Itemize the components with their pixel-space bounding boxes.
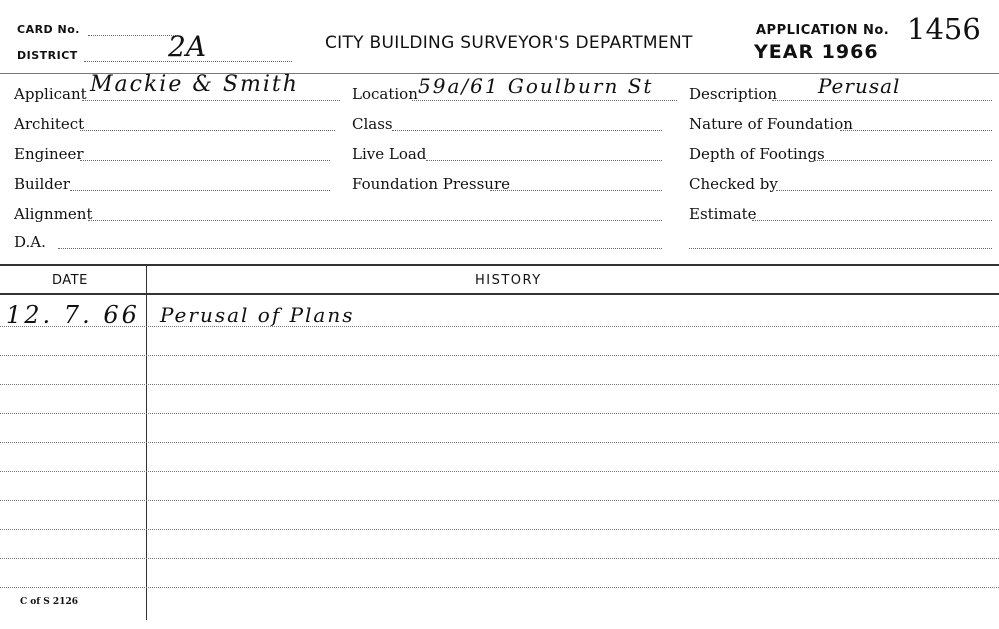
- class-line: [392, 130, 662, 131]
- history-header-rule: [0, 293, 999, 295]
- engineer-label: Engineer: [14, 145, 84, 163]
- ruled-line: [0, 529, 999, 530]
- estimate-label: Estimate: [689, 205, 757, 223]
- applicant-label: Applicant: [14, 85, 87, 103]
- card-no-line: [88, 35, 178, 36]
- applicant-value: Mackie & Smith: [90, 72, 299, 97]
- description-value: Perusal: [818, 74, 901, 98]
- application-number: 1456: [907, 12, 981, 46]
- ruled-line: [0, 442, 999, 443]
- da-line: [58, 248, 662, 249]
- depth-of-footings-line: [814, 160, 992, 161]
- applicant-line: [82, 100, 340, 101]
- card-no-label: CARD No.: [17, 23, 80, 36]
- district-label: DISTRICT: [17, 49, 78, 62]
- ruled-line: [0, 355, 999, 356]
- alignment-label: Alignment: [14, 205, 93, 223]
- checked-by-label: Checked by: [689, 175, 778, 193]
- department-title: CITY BUILDING SURVEYOR'S DEPARTMENT: [325, 33, 693, 53]
- alignment-line: [88, 220, 662, 221]
- ruled-line: [0, 558, 999, 559]
- date-column-header: DATE: [52, 273, 88, 288]
- engineer-line: [80, 160, 330, 161]
- depth-of-footings-label: Depth of Footings: [689, 145, 825, 163]
- checked-by-line: [776, 190, 992, 191]
- estimate-line: [752, 220, 992, 221]
- history-date: 12. 7. 66: [6, 301, 140, 329]
- application-label: APPLICATION No.: [756, 23, 890, 38]
- class-label: Class: [352, 115, 393, 133]
- architect-line: [80, 130, 335, 131]
- form-code: C of S 2126: [20, 597, 78, 607]
- foundation-pressure-label: Foundation Pressure: [352, 175, 511, 193]
- live-load-line: [426, 160, 662, 161]
- year-label: YEAR 1966: [754, 41, 879, 63]
- builder-label: Builder: [14, 175, 70, 193]
- da-right-line: [689, 248, 992, 249]
- nature-of-foundation-line: [840, 130, 992, 131]
- location-line: [412, 100, 677, 101]
- column-divider: [146, 266, 147, 620]
- ruled-line: [0, 413, 999, 414]
- da-label: D.A.: [14, 233, 46, 251]
- ruled-line: [0, 500, 999, 501]
- location-label: Location: [352, 85, 418, 103]
- district-value: 2A: [168, 30, 207, 63]
- architect-label: Architect: [14, 115, 85, 133]
- builder-line: [70, 190, 330, 191]
- description-label: Description: [689, 85, 778, 103]
- history-column-header: HISTORY: [475, 273, 542, 288]
- live-load-label: Live Load: [352, 145, 427, 163]
- ruled-line: [0, 471, 999, 472]
- description-line: [772, 100, 992, 101]
- ruled-line: [0, 587, 999, 588]
- ruled-line: [0, 326, 999, 327]
- history-top-rule: [0, 264, 999, 266]
- nature-of-foundation-label: Nature of Foundation: [689, 115, 853, 133]
- history-entry: Perusal of Plans: [160, 303, 355, 327]
- foundation-pressure-line: [490, 190, 662, 191]
- ruled-line: [0, 384, 999, 385]
- location-value: 59a/61 Goulburn St: [418, 74, 654, 98]
